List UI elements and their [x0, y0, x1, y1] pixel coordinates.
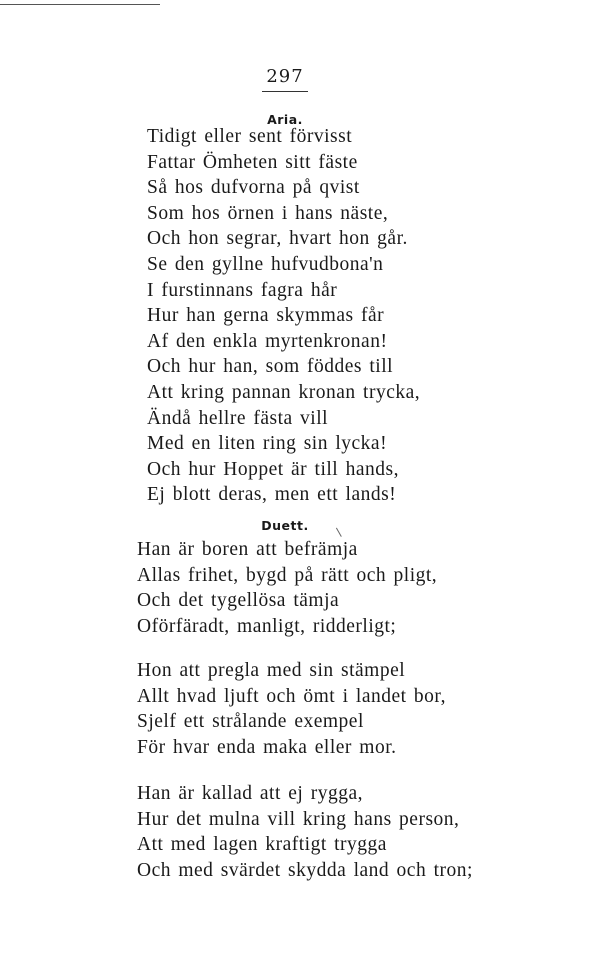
verse-line: I furstinnans fagra hår — [147, 279, 338, 301]
page-number-text: 297 — [262, 66, 307, 92]
duett-stanza-3 — [137, 781, 473, 883]
aria-verse — [147, 124, 420, 508]
verse-line: Med en liten ring sin lycka! — [147, 433, 388, 455]
verse-line: Han är kallad att ej rygga, — [137, 783, 363, 804]
verse-line: Sjelf ett strålande exempel — [137, 711, 364, 733]
verse-line: Och det tygellösa tämja — [137, 590, 340, 612]
verse-line: Se den gyllne hufvudbona'n — [147, 253, 384, 275]
verse-line: Så hos dufvorna på qvist — [147, 177, 360, 199]
verse-line: Tidigt eller sent förvisst — [147, 126, 353, 147]
aria-heading: Aria. — [267, 112, 303, 127]
top-edge-rule — [0, 4, 160, 5]
verse-line: Han är boren att befrämja — [137, 539, 358, 560]
verse-line: Och hur Hoppet är till hands, — [147, 458, 399, 480]
verse-line: Och hon segrar, hvart hon går. — [147, 228, 408, 250]
verse-line: Ej blott deras, men ett lands! — [147, 484, 397, 506]
duett-heading: Duett. — [261, 518, 309, 533]
page-number — [0, 66, 570, 92]
verse-line: Och hur han, som föddes till — [147, 356, 394, 378]
verse-line: Fattar Ömheten sitt fäste — [147, 151, 358, 173]
verse-line: Oförfäradt, manligt, ridderligt; — [137, 615, 397, 637]
verse-line: Allt hvad ljuft och ömt i landet bor, — [137, 685, 447, 707]
verse-line: Att med lagen kraftigt trygga — [137, 834, 387, 856]
verse-line: Ändå hellre fästa vill — [147, 407, 329, 429]
verse-line: Hur han gerna skymmas får — [147, 305, 385, 327]
verse-line: Som hos örnen i hans näste, — [147, 202, 389, 224]
verse-line: Hur det mulna vill kring hans person, — [137, 808, 460, 830]
duett-stanza-1 — [137, 537, 437, 639]
verse-line: Och med svärdet skydda land och tron; — [137, 859, 473, 881]
verse-line: För hvar enda maka eller mor. — [137, 736, 397, 758]
verse-line: Af den enkla myrtenkronan! — [147, 330, 388, 352]
duett-stanza-2 — [137, 658, 446, 760]
verse-line: Allas frihet, bygd på rätt och pligt, — [137, 564, 438, 586]
verse-line: Hon att pregla med sin stämpel — [137, 660, 406, 681]
verse-line: Att kring pannan kronan trycka, — [147, 381, 421, 403]
